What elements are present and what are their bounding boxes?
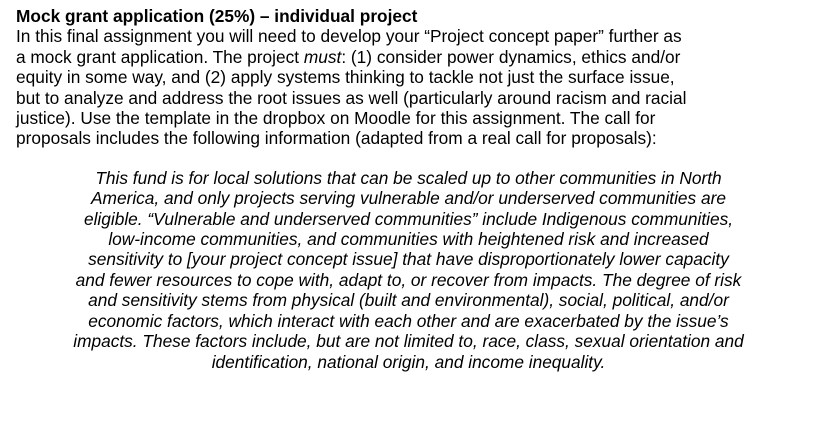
intro-line: In this final assignment you will need to develop your “Project concept paper” further as	[16, 26, 682, 47]
quote-line: eligible. “Vulnerable and underserved communities” include Indigenous communities,	[83, 208, 734, 229]
emphasis-must: must	[303, 46, 342, 67]
call-for-proposals-quote	[16, 168, 801, 372]
intro-line-end: : (1) consider power dynamics, ethics and/or	[341, 46, 681, 67]
section-heading: Mock grant application (25%) – individual project	[16, 6, 418, 26]
quote-line: low-income communities, and communities with heightened risk and increased	[108, 229, 709, 250]
quote-line: sensitivity to [your project concept issue] that have disproportionately lower capacity	[88, 249, 729, 270]
quote-line: identification, national origin, and income inequality.	[211, 351, 606, 372]
intro-line: equity in some way, and (2) apply systems thinking to tackle not just the surface issue,	[16, 67, 675, 88]
intro-line: but to analyze and address the root issues as well (particularly around racism and racial	[16, 87, 687, 108]
intro-line-start: a mock grant application. The project	[16, 46, 304, 67]
intro-paragraph	[16, 26, 801, 148]
intro-line	[16, 47, 801, 67]
quote-line: America, and only projects serving vulnerable and/or underserved communities are	[91, 188, 726, 209]
quote-line: and sensitivity stems from physical (built and environmental), social, political, and/or	[88, 290, 729, 311]
intro-line: proposals includes the following information (adapted from a real call for proposals):	[16, 128, 657, 149]
intro-line: justice). Use the template in the dropbox on Moodle for this assignment. The call for	[16, 108, 656, 129]
quote-line: economic factors, which interact with each other and are exacerbated by the issue’s	[88, 310, 729, 331]
quote-line: This fund is for local solutions that can be scaled up to other communities in North	[95, 167, 722, 188]
quote-line: and fewer resources to cope with, adapt to, or recover from impacts. The degree of risk	[75, 269, 742, 290]
quote-line: impacts. These factors include, but are not limited to, race, class, sexual orientation and	[73, 331, 744, 352]
